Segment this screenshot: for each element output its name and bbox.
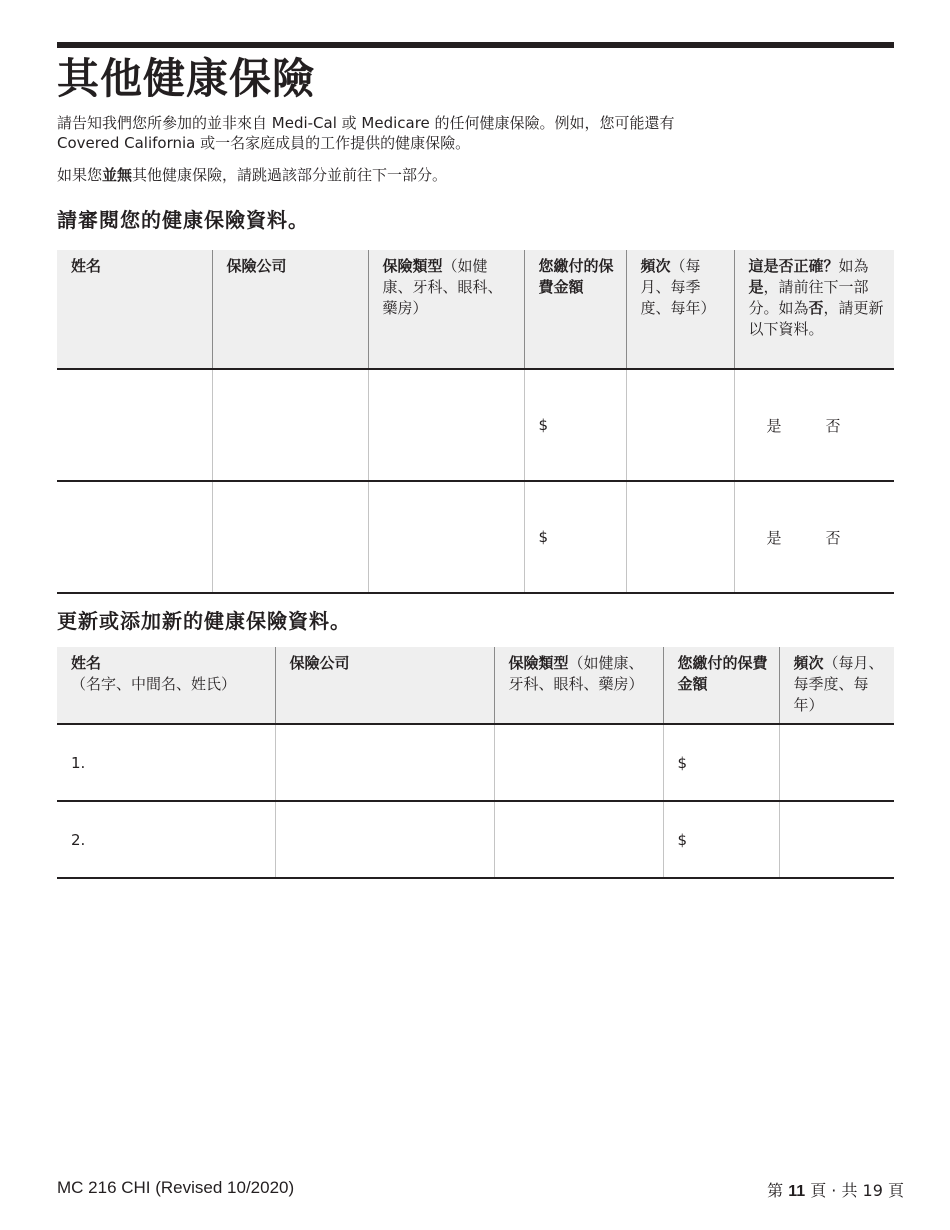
skip-text-pre: 如果您 xyxy=(57,166,103,184)
review-section-heading: 請審閱您的健康保險資料。 xyxy=(57,208,309,232)
header-correct: 這是否正確？如為是，請前往下一部分。如為否，請更新以下資料。 xyxy=(734,250,894,369)
form-id: MC 216 CHI (Revised 10/2020) xyxy=(57,1178,295,1197)
header-premium: 您繳付的保費金額 xyxy=(524,250,626,369)
name-field[interactable] xyxy=(57,481,212,593)
no-option[interactable]: 否 xyxy=(825,416,841,435)
premium-field[interactable] xyxy=(663,724,779,801)
header-type: 保險類型（如健康、牙科、眼科、藥房） xyxy=(494,647,663,724)
yes-option[interactable]: 是 xyxy=(766,416,782,435)
table-row xyxy=(57,369,894,481)
header-name: 姓名 xyxy=(57,250,212,369)
header-frequency: 頻次（每月、每季度、每年） xyxy=(626,250,734,369)
name-field[interactable] xyxy=(57,724,275,801)
yes-option[interactable]: 是 xyxy=(766,528,782,547)
type-field[interactable] xyxy=(494,801,663,878)
frequency-field[interactable] xyxy=(626,369,734,481)
type-field[interactable] xyxy=(368,369,524,481)
frequency-field[interactable] xyxy=(626,481,734,593)
header-type: 保險類型（如健康、牙科、眼科、藥房） xyxy=(368,250,524,369)
header-frequency: 頻次（每月、每季度、每年） xyxy=(779,647,894,724)
intro-line-1: 請告知我們您所參加的並非來自 Medi-Cal 或 Medicare 的任何健康保險。例如，您可能還有 xyxy=(57,114,675,132)
premium-field[interactable] xyxy=(524,481,626,593)
skip-instruction xyxy=(57,165,857,185)
dollar-sign: $ xyxy=(538,528,549,546)
table-row xyxy=(57,724,894,801)
company-field[interactable] xyxy=(212,481,368,593)
table-row xyxy=(57,801,894,878)
premium-field[interactable] xyxy=(524,369,626,481)
header-company: 保險公司 xyxy=(275,647,494,724)
update-table-header xyxy=(57,647,894,724)
company-field[interactable] xyxy=(212,369,368,481)
header-name: 姓名（名字、中間名、姓氏） xyxy=(57,647,275,724)
review-table-header xyxy=(57,250,894,369)
row-number: 2. xyxy=(71,830,86,849)
top-rule xyxy=(57,42,894,48)
frequency-field[interactable] xyxy=(779,801,894,878)
update-insurance-table xyxy=(57,647,894,879)
company-field[interactable] xyxy=(275,801,494,878)
page-title: 其他健康保險 xyxy=(57,54,316,103)
frequency-field[interactable] xyxy=(779,724,894,801)
skip-text-post: 其他健康保險，請跳過該部分並前往下一部分。 xyxy=(132,166,448,184)
name-field[interactable] xyxy=(57,369,212,481)
header-company: 保險公司 xyxy=(212,250,368,369)
name-field[interactable] xyxy=(57,801,275,878)
no-option[interactable]: 否 xyxy=(825,528,841,547)
type-field[interactable] xyxy=(494,724,663,801)
company-field[interactable] xyxy=(275,724,494,801)
premium-field[interactable] xyxy=(663,801,779,878)
header-premium: 您繳付的保費金額 xyxy=(663,647,779,724)
row-number: 1. xyxy=(71,753,86,772)
page-number: 第 11 頁 · 共 19 頁 xyxy=(767,1181,904,1200)
type-field[interactable] xyxy=(368,481,524,593)
dollar-sign: $ xyxy=(538,416,549,434)
review-insurance-table xyxy=(57,250,894,594)
correct-field xyxy=(734,481,894,593)
intro-line-2: Covered California 或一名家庭成員的工作提供的健康保險。 xyxy=(57,134,471,152)
skip-text-bold: 並無 xyxy=(102,166,133,184)
dollar-sign: $ xyxy=(677,830,688,849)
intro-paragraph xyxy=(57,113,857,153)
correct-field xyxy=(734,369,894,481)
update-section-heading: 更新或添加新的健康保險資料。 xyxy=(57,609,351,633)
dollar-sign: $ xyxy=(677,753,688,772)
table-row xyxy=(57,481,894,593)
